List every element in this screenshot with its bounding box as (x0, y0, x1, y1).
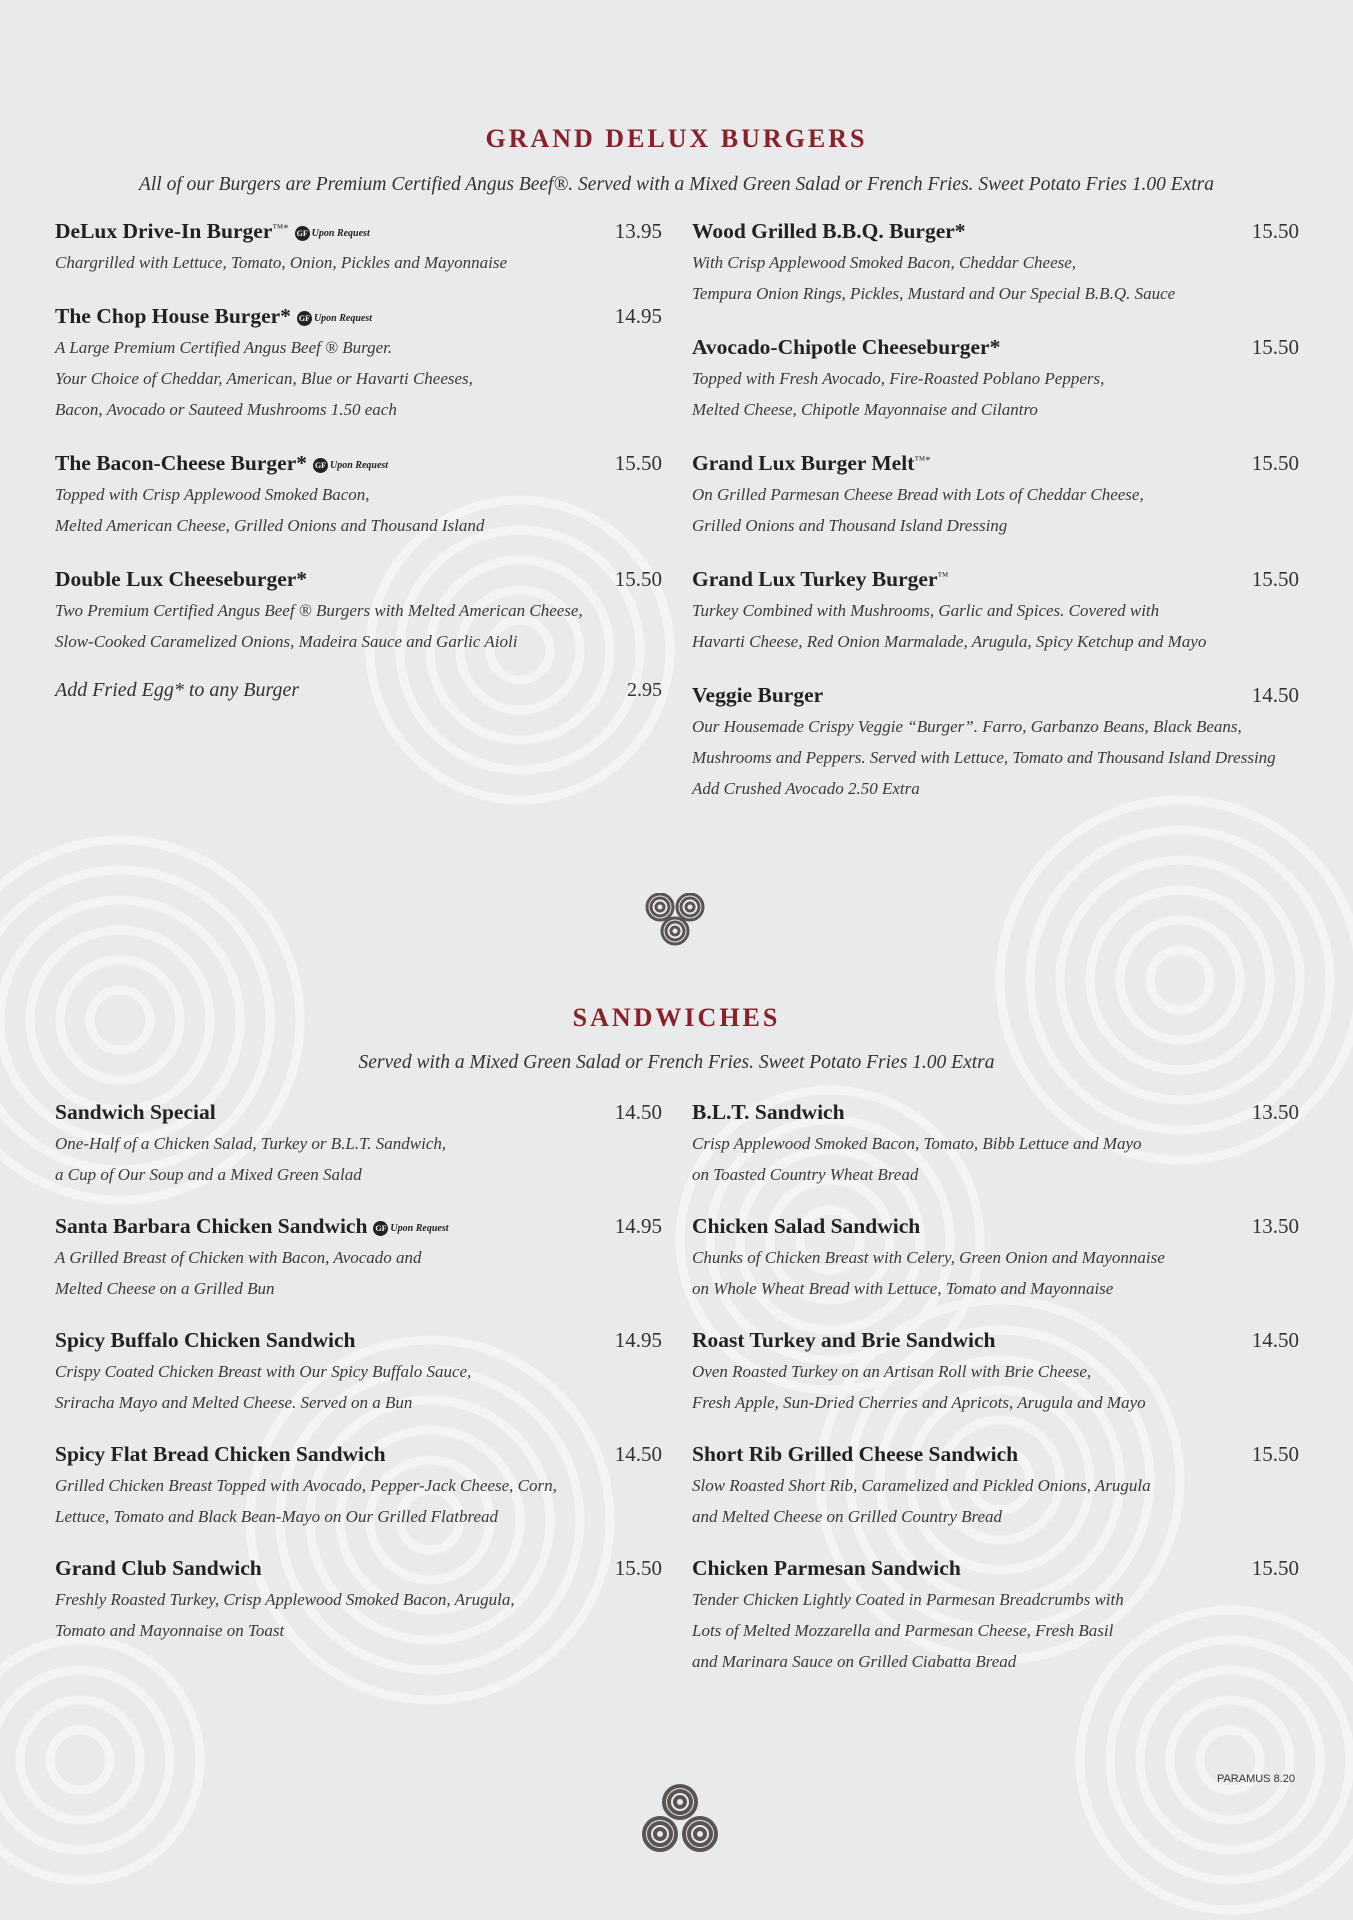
menu-item-description (692, 595, 1299, 657)
menu-item-name: The Bacon-Cheese Burger* (55, 451, 307, 475)
description-line: With Crisp Applewood Smoked Bacon, Cheddar Cheese, (692, 253, 1077, 272)
menu-item-name: Grand Club Sandwich (55, 1556, 262, 1580)
menu-item-header (55, 1214, 662, 1239)
menu-item-description (55, 1470, 662, 1532)
menu-item-header (692, 219, 1299, 244)
menu-item-description (55, 1584, 662, 1646)
description-line: Sriracha Mayo and Melted Cheese. Served on a Bun (55, 1393, 413, 1412)
sandwiches-left-column (55, 1100, 662, 1646)
triskele-ornament-icon (644, 893, 708, 947)
trademark-mark: ™* (914, 454, 931, 467)
menu-item (692, 219, 1299, 309)
description-line: Topped with Fresh Avocado, Fire-Roasted Poblano Peppers, (692, 369, 1105, 388)
gluten-free-icon: GF (313, 458, 328, 473)
menu-item-name-wrap (55, 219, 370, 244)
trademark-mark: ™* (272, 222, 289, 235)
menu-item-price: 15.50 (614, 451, 662, 475)
menu-item-name-wrap (55, 1442, 386, 1467)
menu-item-description (55, 1128, 662, 1190)
description-line: Two Premium Certified Angus Beef ® Burgers with Melted American Cheese, (55, 601, 583, 620)
fried-egg-addon (55, 679, 662, 702)
menu-item-description (55, 247, 662, 278)
menu-item (55, 1442, 662, 1532)
burgers-subtitle: All of our Burgers are Premium Certified Angus Beef®. Served with a Mixed Green Salad or French Fries. Sweet Potato Fries 1.00 Extra (138, 174, 1215, 195)
gluten-free-note (295, 226, 370, 241)
menu-item (692, 1556, 1299, 1677)
description-line: Grilled Onions and Thousand Island Dressing (692, 516, 1008, 535)
menu-item-price: 14.50 (614, 1442, 662, 1466)
menu-item-name: DeLux Drive-In Burger (55, 219, 273, 243)
description-line: on Whole Wheat Bread with Lettuce, Tomato and Mayonnaise (692, 1279, 1114, 1298)
menu-item-header (55, 567, 662, 592)
description-line: Chunks of Chicken Breast with Celery, Green Onion and Mayonnaise (692, 1248, 1165, 1267)
description-line: Turkey Combined with Mushrooms, Garlic and Spices. Covered with (692, 601, 1160, 620)
menu-item-price: 15.50 (1251, 567, 1299, 591)
description-line: Slow-Cooked Caramelized Onions, Madeira Sauce and Garlic Aioli (55, 632, 518, 651)
description-line: Your Choice of Cheddar, American, Blue or Havarti Cheeses, (55, 369, 473, 388)
description-line: Topped with Crisp Applewood Smoked Bacon, (55, 485, 370, 504)
description-line: Crisp Applewood Smoked Bacon, Tomato, Bibb Lettuce and Mayo (692, 1134, 1142, 1153)
description-line: and Melted Cheese on Grilled Country Bread (692, 1507, 1003, 1526)
menu-item-price: 15.50 (1251, 451, 1299, 475)
description-line: One-Half of a Chicken Salad, Turkey or B.L.T. Sandwich, (55, 1134, 447, 1153)
menu-item-description (692, 1584, 1299, 1677)
menu-item (55, 304, 662, 425)
description-line: Melted American Cheese, Grilled Onions and Thousand Island (55, 516, 485, 535)
description-line: Tomato and Mayonnaise on Toast (55, 1621, 285, 1640)
menu-item-header (692, 683, 1299, 708)
description-line: on Toasted Country Wheat Bread (692, 1165, 919, 1184)
menu-item-description (692, 1470, 1299, 1532)
menu-item-name-wrap (692, 1214, 920, 1239)
menu-item-name: Sandwich Special (55, 1100, 216, 1124)
gluten-free-label: Upon Request (311, 228, 370, 240)
menu-item-name: Short Rib Grilled Cheese Sandwich (692, 1442, 1019, 1466)
menu-item-name: Chicken Parmesan Sandwich (692, 1556, 961, 1580)
addon-price: 2.95 (627, 679, 662, 701)
triskele-footer-icon (640, 1784, 720, 1856)
menu-item-price: 13.50 (1251, 1214, 1299, 1238)
menu-item-header (55, 1442, 662, 1467)
menu-item-description (692, 1356, 1299, 1418)
menu-item-name-wrap (692, 335, 1000, 360)
menu-item-description (55, 1242, 662, 1304)
menu-item-header (55, 1100, 662, 1125)
menu-item-header (692, 451, 1299, 476)
menu-item-name-wrap (55, 1100, 216, 1125)
gluten-free-note (313, 458, 388, 473)
gluten-free-label: Upon Request (313, 313, 372, 325)
menu-item-name-wrap (55, 451, 388, 476)
description-line: A Large Premium Certified Angus Beef ® Burger. (55, 338, 393, 357)
description-line: Melted Cheese, Chipotle Mayonnaise and Cilantro (692, 400, 1038, 419)
menu-item-name-wrap (55, 1328, 355, 1353)
description-line: Grilled Chicken Breast Topped with Avocado, Pepper-Jack Cheese, Corn, (55, 1476, 557, 1495)
menu-item-name: Wood Grilled B.B.Q. Burger* (692, 219, 966, 243)
menu-item-price: 14.50 (1251, 683, 1299, 707)
menu-item-name: Avocado-Chipotle Cheeseburger* (692, 335, 1001, 359)
menu-item-header (692, 1100, 1299, 1125)
trademark-mark: ™ (937, 570, 949, 583)
menu-item-price: 13.95 (614, 219, 662, 243)
addon-label: Add Fried Egg* to any Burger (55, 679, 300, 701)
gluten-free-icon: GF (295, 226, 310, 241)
menu-item-name-wrap (55, 304, 372, 329)
menu-item-description (692, 363, 1299, 425)
menu-item-price: 14.95 (614, 304, 662, 328)
menu-item-name: Grand Lux Burger Melt (692, 451, 915, 475)
burgers-title: GRAND DELUX BURGERS (485, 124, 868, 153)
menu-item-name-wrap (55, 1556, 262, 1581)
gluten-free-label: Upon Request (390, 1223, 449, 1235)
description-line: Crispy Coated Chicken Breast with Our Spicy Buffalo Sauce, (55, 1362, 472, 1381)
menu-item-header (692, 335, 1299, 360)
description-line: Chargrilled with Lettuce, Tomato, Onion, Pickles and Mayonnaise (55, 253, 508, 272)
menu-item-name-wrap (55, 1214, 448, 1239)
menu-item-header (55, 1556, 662, 1581)
description-line: Tempura Onion Rings, Pickles, Mustard and Our Special B.B.Q. Sauce (692, 284, 1176, 303)
gluten-free-note (373, 1221, 448, 1236)
burgers-right-column (692, 219, 1299, 804)
menu-item-description (55, 479, 662, 541)
menu-item-header (692, 1556, 1299, 1581)
menu-item-name: Veggie Burger (692, 683, 824, 707)
description-line: Melted Cheese on a Grilled Bun (55, 1279, 275, 1298)
sandwiches-right-column (692, 1100, 1299, 1677)
menu-item (692, 1214, 1299, 1304)
menu-item (55, 451, 662, 541)
description-line: Freshly Roasted Turkey, Crisp Applewood Smoked Bacon, Arugula, (55, 1590, 515, 1609)
menu-item-price: 15.50 (614, 567, 662, 591)
menu-item-name-wrap (692, 219, 966, 244)
menu-item (692, 683, 1299, 804)
description-line: On Grilled Parmesan Cheese Bread with Lots of Cheddar Cheese, (692, 485, 1144, 504)
menu-item-price: 14.50 (1251, 1328, 1299, 1352)
menu-item-description (692, 1128, 1299, 1190)
menu-item-name-wrap (692, 1556, 961, 1581)
menu-item-header (55, 451, 662, 476)
menu-item-header (55, 1328, 662, 1353)
menu-item-description (692, 247, 1299, 309)
gluten-free-icon: GF (373, 1221, 388, 1236)
menu-item (55, 1556, 662, 1646)
menu-item-header (55, 219, 662, 244)
menu-item (692, 451, 1299, 541)
menu-item-header (692, 1328, 1299, 1353)
menu-item-name: Santa Barbara Chicken Sandwich (55, 1214, 368, 1238)
menu-item (55, 567, 662, 657)
menu-item-price: 15.50 (1251, 1556, 1299, 1580)
menu-item-name: Spicy Flat Bread Chicken Sandwich (55, 1442, 386, 1466)
menu-item-name-wrap (692, 683, 823, 708)
gluten-free-icon: GF (297, 311, 312, 326)
menu-item (692, 1100, 1299, 1190)
description-line: Tender Chicken Lightly Coated in Parmesan Breadcrumbs with (692, 1590, 1124, 1609)
description-line: Lettuce, Tomato and Black Bean-Mayo on Our Grilled Flatbread (55, 1507, 499, 1526)
menu-item-name-wrap (692, 567, 948, 592)
menu-item-price: 14.50 (614, 1100, 662, 1124)
burgers-left-column (55, 219, 662, 702)
menu-item-name: Grand Lux Turkey Burger (692, 567, 938, 591)
description-line: Fresh Apple, Sun-Dried Cherries and Apricots, Arugula and Mayo (692, 1393, 1146, 1412)
menu-item (692, 1328, 1299, 1418)
description-line: Oven Roasted Turkey on an Artisan Roll with Brie Cheese, (692, 1362, 1092, 1381)
menu-item-price: 15.50 (1251, 219, 1299, 243)
menu-item (692, 1442, 1299, 1532)
menu-item (55, 1328, 662, 1418)
description-line: a Cup of Our Soup and a Mixed Green Salad (55, 1165, 362, 1184)
menu-item-name-wrap (692, 451, 931, 476)
menu-item-header (55, 304, 662, 329)
menu-item-name: Roast Turkey and Brie Sandwich (692, 1328, 996, 1352)
menu-item-name-wrap (692, 1100, 845, 1125)
menu-item (692, 335, 1299, 425)
menu-item-description (55, 595, 662, 657)
menu-item-price: 14.95 (614, 1214, 662, 1238)
menu-item-name-wrap (55, 567, 307, 592)
menu-item (692, 567, 1299, 657)
menu-item-name-wrap (692, 1328, 995, 1353)
menu-item-description (55, 1356, 662, 1418)
gluten-free-label: Upon Request (330, 460, 389, 472)
description-line: Lots of Melted Mozzarella and Parmesan Cheese, Fresh Basil (692, 1621, 1114, 1640)
description-line: Mushrooms and Peppers. Served with Lettuce, Tomato and Thousand Island Dressing (692, 748, 1276, 767)
description-line: Havarti Cheese, Red Onion Marmalade, Arugula, Spicy Ketchup and Mayo (692, 632, 1207, 651)
menu-item-price: 14.95 (614, 1328, 662, 1352)
menu-item-name: Double Lux Cheeseburger* (55, 567, 308, 591)
menu-item (55, 1214, 662, 1304)
menu-item-header (692, 1442, 1299, 1467)
description-line: Our Housemade Crispy Veggie “Burger”. Farro, Garbanzo Beans, Black Beans, (692, 717, 1242, 736)
menu-item-name: B.L.T. Sandwich (692, 1100, 845, 1124)
menu-item (55, 1100, 662, 1190)
menu-item-price: 13.50 (1251, 1100, 1299, 1124)
description-line: A Grilled Breast of Chicken with Bacon, Avocado and (55, 1248, 422, 1267)
sandwiches-subtitle: Served with a Mixed Green Salad or French Fries. Sweet Potato Fries 1.00 Extra (358, 1052, 995, 1073)
menu-item-description (692, 711, 1299, 804)
location-code: PARAMUS 8.20 (1216, 1773, 1295, 1785)
menu-item-description (692, 1242, 1299, 1304)
menu-item-name: The Chop House Burger* (55, 304, 291, 328)
menu-item-name: Chicken Salad Sandwich (692, 1214, 921, 1238)
description-line: Slow Roasted Short Rib, Caramelized and Pickled Onions, Arugula (692, 1476, 1151, 1495)
menu-item-description (692, 479, 1299, 541)
description-line: Bacon, Avocado or Sauteed Mushrooms 1.50 each (55, 400, 397, 419)
menu-item-header (692, 567, 1299, 592)
menu-item-name-wrap (692, 1442, 1018, 1467)
menu-item-name: Spicy Buffalo Chicken Sandwich (55, 1328, 356, 1352)
description-line: and Marinara Sauce on Grilled Ciabatta Bread (692, 1652, 1017, 1671)
description-line: Add Crushed Avocado 2.50 Extra (692, 779, 920, 798)
menu-item-description (55, 332, 662, 425)
menu-item-price: 15.50 (1251, 335, 1299, 359)
menu-item (55, 219, 662, 278)
menu-item-header (692, 1214, 1299, 1239)
sandwiches-title: SANDWICHES (572, 1003, 781, 1032)
menu-item-price: 15.50 (614, 1556, 662, 1580)
menu-item-price: 15.50 (1251, 1442, 1299, 1466)
gluten-free-note (297, 311, 372, 326)
